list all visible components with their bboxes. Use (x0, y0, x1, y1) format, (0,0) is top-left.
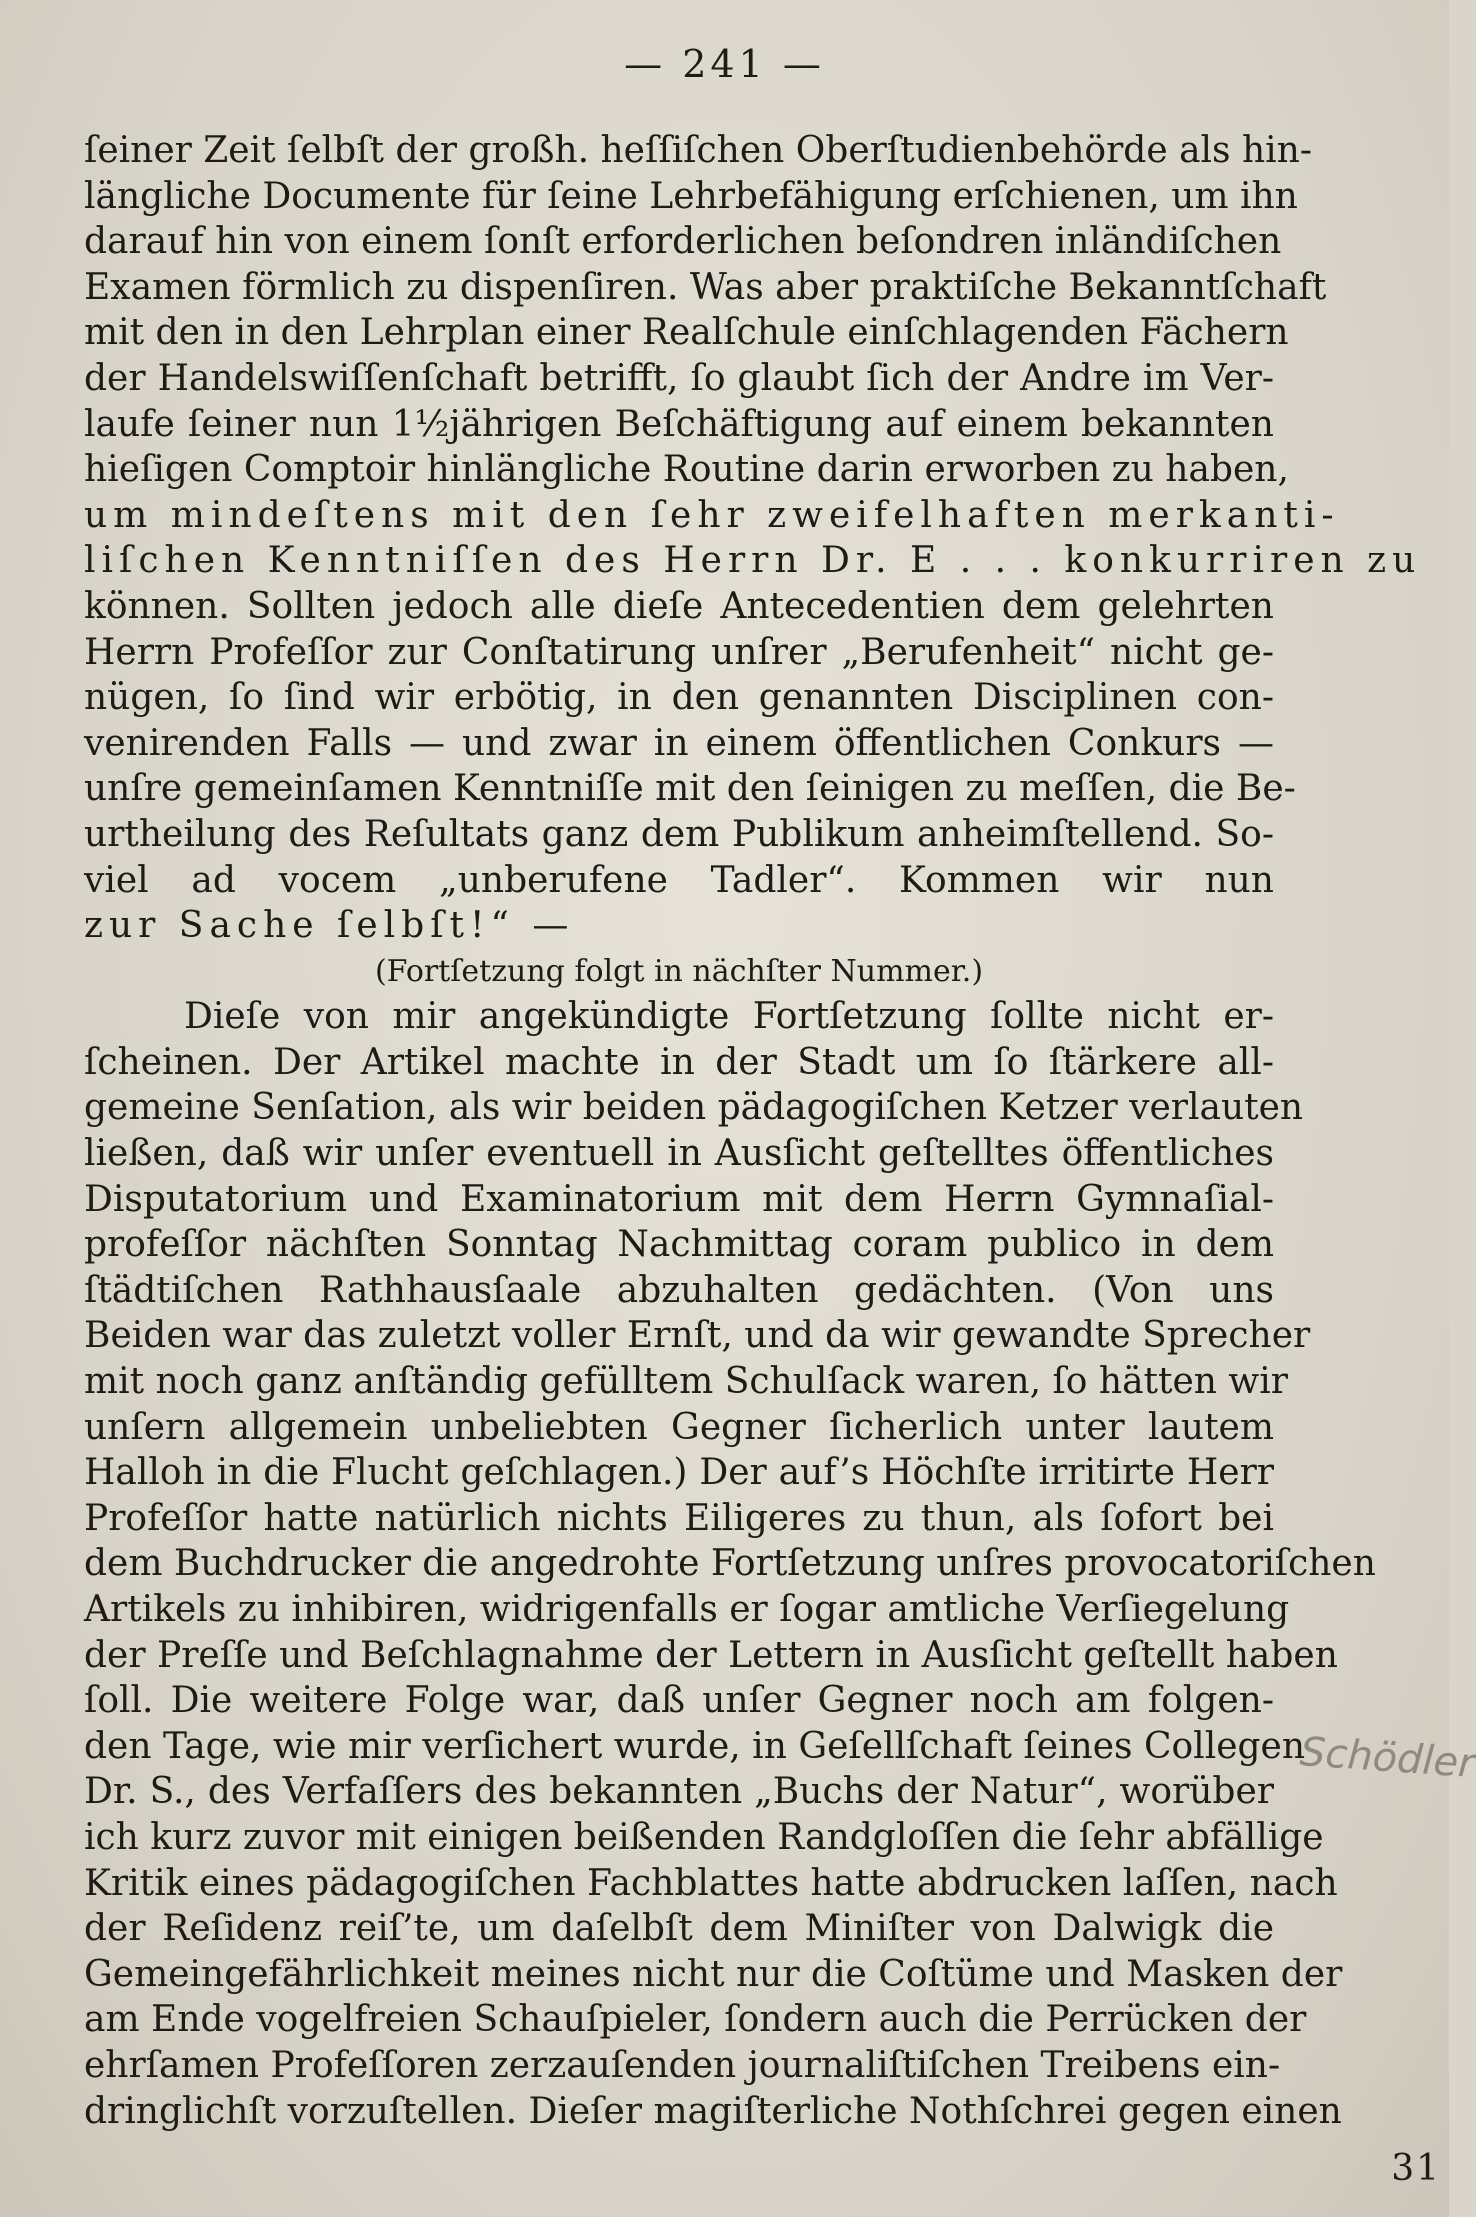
text-line: Dieſe von mir angekündigte Fortſetzung ſollte nicht er- (184, 996, 1274, 1038)
text-line: Dr. S., des Verfaſſers des bekannten „Buchs der Natur“, worüber (84, 1771, 1274, 1813)
text-line: Kritik eines pädagogiſchen Fachblattes hatte abdrucken laſſen, nach (84, 1862, 1338, 1904)
text-line: ich kurz zuvor mit einigen beißenden Randgloſſen die ſehr abfällige (84, 1816, 1324, 1858)
text-line: zur Sache ſelbſt!“ — (84, 905, 575, 947)
text-line: profeſſor nächſten Sonntag Nachmittag coram publico in dem (84, 1224, 1274, 1266)
text-line: urtheilung des Reſultats ganz dem Publikum anheimſtellend. So- (84, 813, 1274, 855)
text-line: ſcheinen. Der Artikel machte in der Stadt um ſo ſtärkere all- (84, 1041, 1274, 1083)
text-line: darauf hin von einem ſonſt erforderlichen beſondren inländiſchen (84, 221, 1282, 263)
text-line: Disputatorium und Examinatorium mit dem Herrn Gymnaſial- (84, 1178, 1274, 1220)
text-line: ſoll. Die weitere Folge war, daß unſer Gegner noch am folgen- (84, 1680, 1274, 1722)
text-line: viel ad vocem „unberufene Tadler“. Kommen wir nun (84, 859, 1274, 901)
text-line: der Reſidenz reiſ’te, um daſelbſt dem Miniſter von Dalwigk die (84, 1908, 1274, 1950)
text-line: den Tage, wie mir verſichert wurde, in Geſellſchaft ſeines Collegen (84, 1725, 1306, 1767)
text-line: Examen förmlich zu dispenſiren. Was aber praktiſche Bekanntſchaft (84, 266, 1327, 308)
text-line: dringlichſt vorzuſtellen. Dieſer magiſterliche Nothſchrei gegen einen (84, 2090, 1342, 2132)
text-line: Beiden war das zuletzt voller Ernſt, und da wir gewandte Sprecher (84, 1315, 1311, 1357)
text-line: (Fortſetzung folgt in nächſter Nummer.) (374, 953, 984, 989)
text-line: längliche Documente für ſeine Lehrbefähigung erſchienen, um ihn (84, 175, 1298, 217)
signature-mark: 31 (1391, 2148, 1441, 2189)
text-line: um mindeſtens mit den ſehr zweifelhaften merkanti- (84, 494, 1340, 536)
text-line: unſre gemeinſamen Kenntniſſe mit den ſeinigen zu meſſen, die Be- (84, 768, 1296, 810)
text-line: Gemeingefährlichkeit meines nicht nur die Coſtüme und Masken der (84, 1953, 1343, 1995)
text-line: gemeine Senſation, als wir beiden pädagogiſchen Ketzer verlauten (84, 1087, 1304, 1129)
text-line: ſtädtiſchen Rathhausſaale abzuhalten gedächten. (Von uns (84, 1269, 1274, 1311)
text-line: liſchen Kenntniſſen des Herrn Dr. E . . . konkurriren zu (84, 540, 1422, 582)
text-line: am Ende vogelfreien Schauſpieler, ſondern auch die Perrücken der (84, 1999, 1307, 2041)
page-number: — 241 — (624, 42, 825, 86)
text-line: ließen, daß wir unſer eventuell in Ausſicht geſtelltes öffentliches (84, 1133, 1274, 1175)
text-line: der Preſſe und Beſchlagnahme der Lettern in Ausſicht geſtellt haben (84, 1634, 1338, 1676)
text-line: ehrſamen Profeſſoren zerzauſenden journaliſtiſchen Treibens ein- (84, 2044, 1281, 2086)
text-line: mit den in den Lehrplan einer Realſchule einſchlagenden Fächern (84, 312, 1289, 354)
text-line: venirenden Falls — und zwar in einem öffentlichen Conkurs — (84, 722, 1274, 764)
text-line: mit noch ganz anſtändig gefülltem Schulſack waren, ſo hätten wir (84, 1361, 1288, 1403)
text-line: Artikels zu inhibiren, widrigenfalls er ſogar amtliche Verſiegelung (84, 1589, 1290, 1630)
text-line: hieſigen Comptoir hinlängliche Routine darin erworben zu haben, (84, 449, 1289, 491)
text-line: Halloh in die Flucht geſchlagen.) Der auf’s Höchſte irritirte Herr (84, 1452, 1274, 1494)
text-line: laufe ſeiner nun 1½jährigen Beſchäftigung auf einem bekannten (84, 403, 1274, 445)
text-line: Profeſſor hatte natürlich nichts Eiligeres zu thun, als ſofort bei (84, 1497, 1274, 1539)
text-line: Herrn Profeſſor zur Conſtatirung unſrer „Berufenheit“ nicht ge- (84, 631, 1274, 673)
handwritten-margin-note: Schödler (1298, 1728, 1476, 1788)
text-line: nügen, ſo ſind wir erbötig, in den genannten Disciplinen con- (84, 677, 1274, 719)
text-line: der Handelswiſſenſchaft betrifft, ſo glaubt ſich der Andre im Ver- (84, 357, 1274, 399)
text-line: können. Sollten jedoch alle dieſe Antecedentien dem gelehrten (84, 585, 1274, 627)
text-line: unſern allgemein unbeliebten Gegner ſicherlich unter lautem (84, 1406, 1274, 1448)
text-line: ſeiner Zeit ſelbſt der großh. heſſiſchen Oberſtudienbehörde als hin- (84, 130, 1313, 171)
text-line: dem Buchdrucker die angedrohte Fortſetzung unſres provocatoriſchen (84, 1543, 1376, 1585)
